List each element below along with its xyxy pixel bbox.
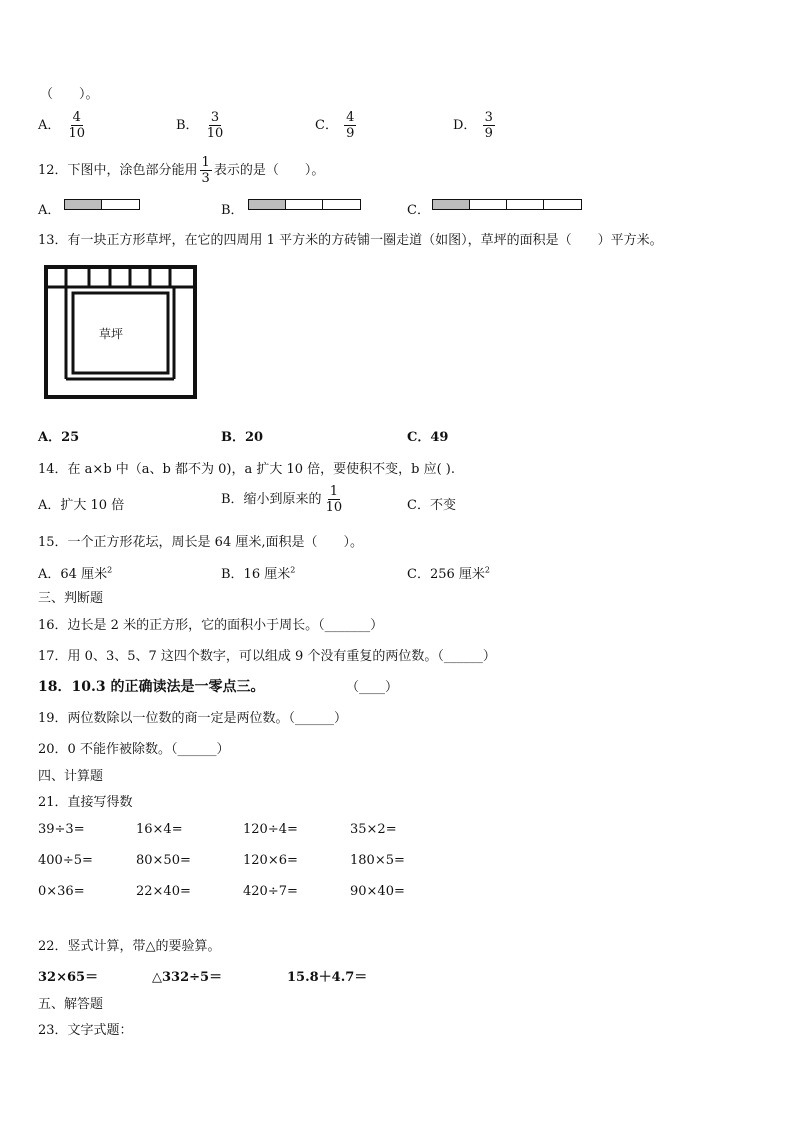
fraction: $\frac{1}{3}$ [201,155,210,186]
q11-option-b[interactable] [176,110,227,141]
fraction: $\frac{3}{10}$ [206,110,224,141]
q22-item: △332÷5＝ [152,970,223,985]
q17-question: 17．用 0、3、5、7 这四个数字，可以组成 9 个没有重复的两位数。（______） [38,649,496,664]
option-label: D． [453,118,477,133]
q13-question: 13．有一块正方形草坪，在它的四周用 1 平方米的方砖铺一圈走道（如图），草坪的面积是（ ）平方米。 [38,233,663,248]
q12-option-b-bar [248,199,361,210]
lawn-label: 草坪 [99,327,124,341]
q13-option-c[interactable]: C．49 [407,430,449,445]
q11-option-d[interactable] [453,110,497,141]
calc-item: 35×2= [350,822,397,837]
q19-question: 19．两位数除以一位数的商一定是两位数。（______） [38,711,348,726]
q12-question: 12．下图中，涂色部分能用 $\frac{1}{3}$ 表示的是（ ）。 [38,155,325,186]
section-4-heading: 四、计算题 [38,769,104,784]
fraction: $\frac{4}{9}$ [346,110,355,141]
calc-item: 16×4= [136,822,183,837]
q11-option-c[interactable] [315,110,358,141]
q12-option-a-bar [64,199,140,210]
q14-question: 14．在 a×b 中（a、b 都不为 0)，a 扩大 10 倍，要使积不变，b 应( ). [38,462,456,477]
section-5-heading: 五、解答题 [38,997,104,1012]
calc-item: 80×50= [136,853,191,868]
section-3-heading: 三、判断题 [38,591,104,606]
q12-option-b-label[interactable]: B． [221,203,244,218]
fraction: $\frac{3}{9}$ [484,110,493,141]
q15-option-c[interactable]: C．256 厘米$^2$ [407,565,490,582]
calc-item: 90×40= [350,884,405,899]
q14-option-c[interactable]: C．不变 [407,498,456,513]
calc-item: 180×5= [350,853,405,868]
q16-question: 16．边长是 2 米的正方形，它的面积小于周长。（_______） [38,618,384,633]
q11-option-a[interactable] [38,110,89,141]
q12-option-c-label[interactable]: C． [407,203,430,218]
q20-question: 20．0 不能作被除数。（______） [38,742,230,757]
q18-blank[interactable]: （____） [346,680,399,695]
calc-item: 22×40= [136,884,191,899]
q22-item: 32×65＝ [38,970,99,985]
q18-question: 18．10.3 的正确读法是一零点三。 [38,679,265,695]
fraction: $\frac{1}{10}$ [325,484,343,515]
calc-item: 39÷3= [38,822,85,837]
q11-tail: （ ）。 [40,87,99,102]
q14-option-a[interactable]: A．扩大 10 倍 [38,498,125,513]
q13-option-b[interactable]: B．20 [221,430,264,445]
q13-option-a[interactable]: A．25 [38,430,80,445]
fraction: $\frac{4}{10}$ [68,110,86,141]
option-label: C． [315,118,338,133]
q21-title: 21．直接写得数 [38,795,133,810]
calc-item: 420÷7= [243,884,298,899]
option-label: A． [38,118,61,133]
q12-option-a-label[interactable]: A． [38,203,61,218]
q15-option-a[interactable]: A．64 厘米$^2$ [38,565,113,582]
q15-question: 15．一个正方形花坛，周长是 64 厘米,面积是（ ）。 [38,535,363,550]
calc-item: 0×36= [38,884,85,899]
q23-question: 23．文字式题： [38,1023,133,1038]
calc-item: 120÷4= [243,822,298,837]
option-label: B． [176,118,199,133]
calc-item: 400÷5= [38,853,93,868]
q22-title: 22．竖式计算，带△的要验算。 [38,939,221,954]
q22-item: 15.8＋4.7＝ [287,970,368,985]
q12-option-c-bar [432,199,582,210]
calc-item: 120×6= [243,853,298,868]
q14-option-b[interactable]: B．缩小到原来的 $\frac{1}{10}$ [221,484,343,515]
q15-option-b[interactable]: B．16 厘米$^2$ [221,565,296,582]
